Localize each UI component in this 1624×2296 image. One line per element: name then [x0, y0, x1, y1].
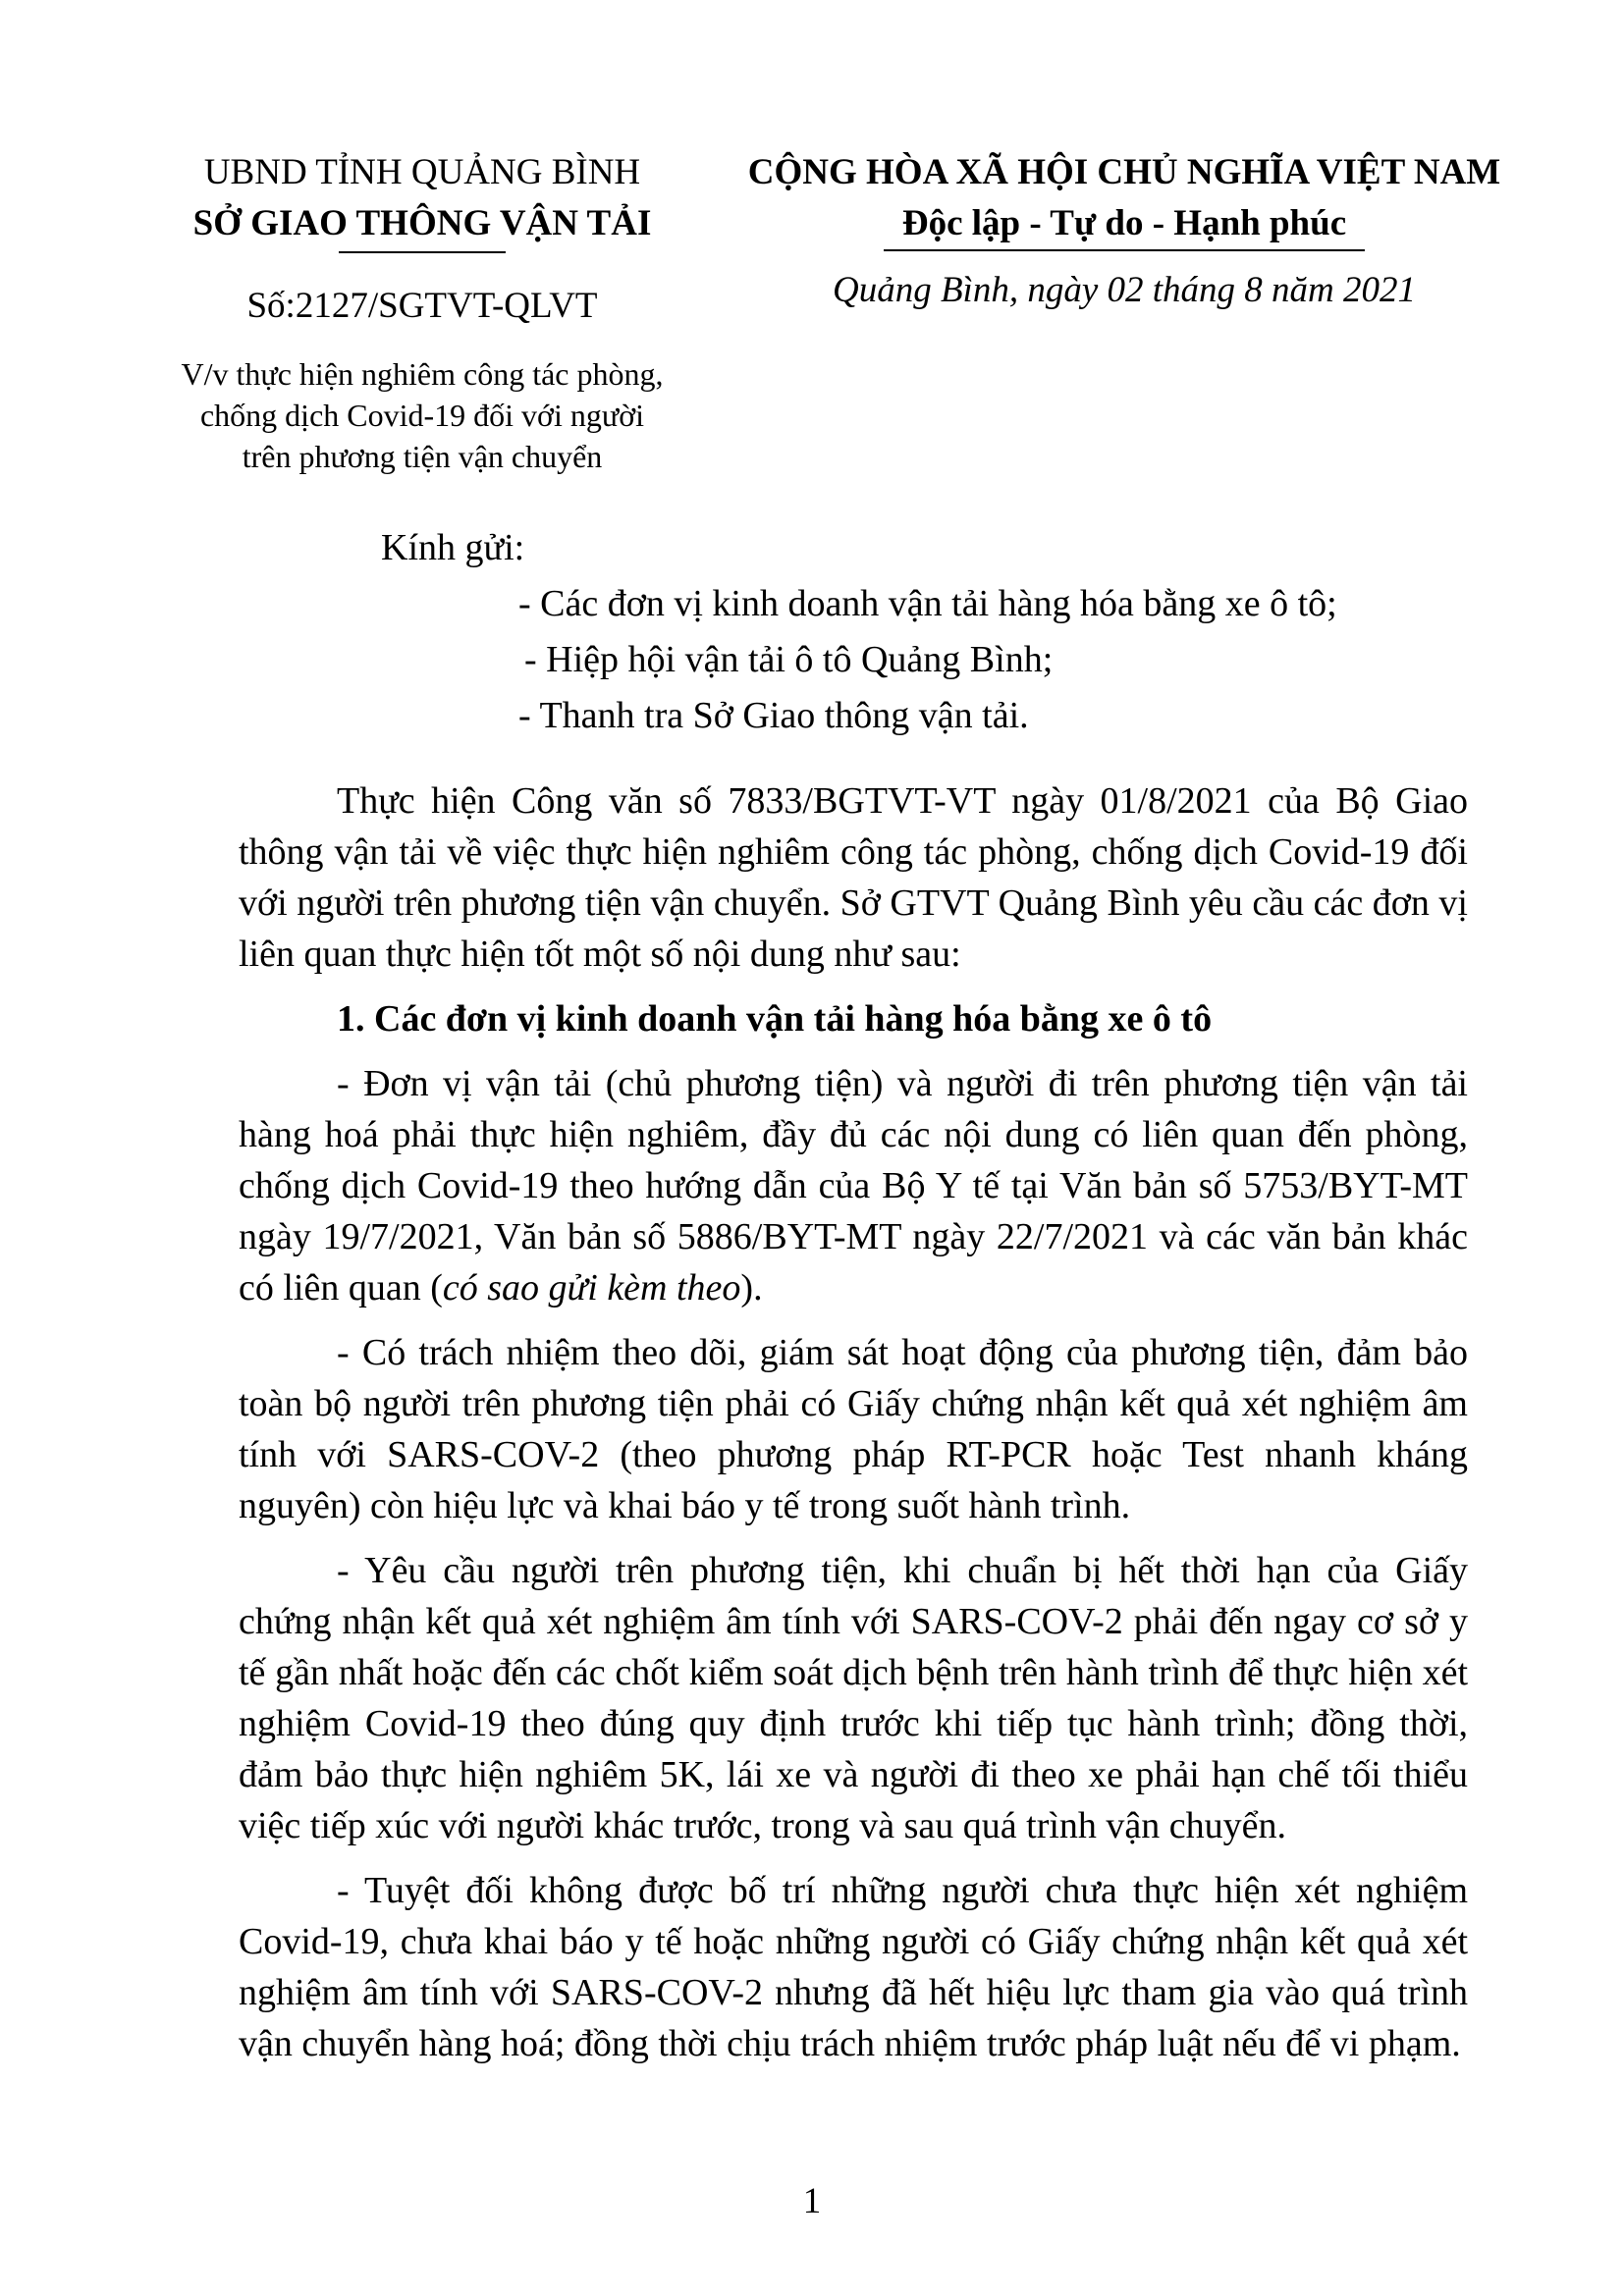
body-paragraph: - Có trách nhiệm theo dõi, giám sát hoạt động của phương tiện, đảm bảo toàn bộ người trên phương tiện phải có Giấy chứng nhận kết quả xét nghiệm âm tính với SARS-COV-2 (theo phương pháp RT-PCR hoặc Test nhanh kháng nguyên) còn hiệu lực và khai báo y tế trong suốt hành trình. [239, 1332, 1468, 1526]
national-motto: Độc lập - Tự do - Hạnh phúc [901, 203, 1347, 243]
national-title: CỘNG HÒA XÃ HỘI CHỦ NGHĨA VIỆT NAM [747, 152, 1501, 192]
recipients-block [381, 520, 1337, 744]
issue-date: Quảng Bình, ngày 02 tháng 8 năm 2021 [832, 270, 1417, 310]
body-paragraph: - Yêu cầu người trên phương tiện, khi chuẩn bị hết thời hạn của Giấy chứng nhận kết quả xét nghiệm âm tính với SARS-COV-2 phải đến ngay cơ sở y tế gần nhất hoặc đến các chốt kiểm soát dịch bệnh trên hành trình để thực hiện xét nghiệm Covid-19 theo đúng quy định trước khi tiếp tục hành trình; đồng thời, đảm bảo thực hiện nghiêm 5K, lái xe và người đi theo xe phải hạn chế tối thiểu việc tiếp xúc với người khác trước, trong và sau quá trình vận chuyển. [239, 1550, 1468, 1846]
recipient-item: - Thanh tra Sở Giao thông vận tải. [518, 695, 1029, 736]
organization-underline [339, 251, 506, 253]
intro-paragraph: Thực hiện Công văn số 7833/BGTVT-VT ngày 01/8/2021 của Bộ Giao thông vận tải về việc thực hiện nghiêm công tác phòng, chống dịch Covid-19 đối với người trên phương tiện vận chuyển. Sở GTVT Quảng Bình yêu cầu các đơn vị liên quan thực hiện tốt một số nội dung như sau: [239, 780, 1468, 975]
paragraph-text: ). [740, 1267, 763, 1308]
subject-line: chống dịch Covid-19 đối với người [199, 398, 645, 433]
subject-line: trên phương tiện vận chuyển [242, 439, 603, 474]
motto-underline [884, 249, 1365, 251]
national-heading-block [717, 147, 1532, 316]
subject-line: V/v thực hiện nghiêm công tác phòng, [181, 356, 664, 392]
parent-organization: UBND TỈNH QUẢNG BÌNH [203, 152, 641, 192]
document-body [239, 775, 1468, 2083]
italic-note: có sao gửi kèm theo [442, 1267, 741, 1308]
paragraph-text: - Đơn vị vận tải (chủ phương tiện) và người đi trên phương tiện vận tải hàng hoá phải thực hiện nghiêm, đầy đủ các nội dung có liên quan đến phòng, chống dịch Covid-19 theo hướng dẫn của Bộ Y tế tại Văn bản số 5753/BYT-MT ngày 19/7/2021, Văn bản số 5886/BYT-MT ngày 22/7/2021 và các văn bản khác có liên quan ( [239, 1063, 1468, 1308]
body-paragraph [239, 1058, 1468, 1313]
recipient-item: - Hiệp hội vận tải ô tô Quảng Bình; [524, 639, 1054, 680]
issuing-authority-block [157, 147, 687, 477]
issuing-organization: SỞ GIAO THÔNG VẬN TẢI [192, 203, 652, 243]
section-heading: 1. Các đơn vị kinh doanh vận tải hàng hóa bằng xe ô tô [337, 998, 1213, 1040]
recipients-label: Kính gửi: [381, 527, 525, 568]
body-paragraph: - Tuyệt đối không được bố trí những người chưa thực hiện xét nghiệm Covid-19, chưa khai báo y tế hoặc những người có Giấy chứng nhận kết quả xét nghiệm âm tính với SARS-COV-2 nhưng đã hết hiệu lực tham gia vào quá trình vận chuyển hàng hoá; đồng thời chịu trách nhiệm trước pháp luật nếu để vi phạm. [239, 1870, 1468, 2064]
recipient-item: - Các đơn vị kinh doanh vận tải hàng hóa bằng xe ô tô; [518, 583, 1337, 624]
document-number: Số:2127/SGTVT-QLVT [246, 286, 598, 326]
page-number: 1 [802, 2181, 822, 2221]
document-subject [157, 353, 687, 477]
